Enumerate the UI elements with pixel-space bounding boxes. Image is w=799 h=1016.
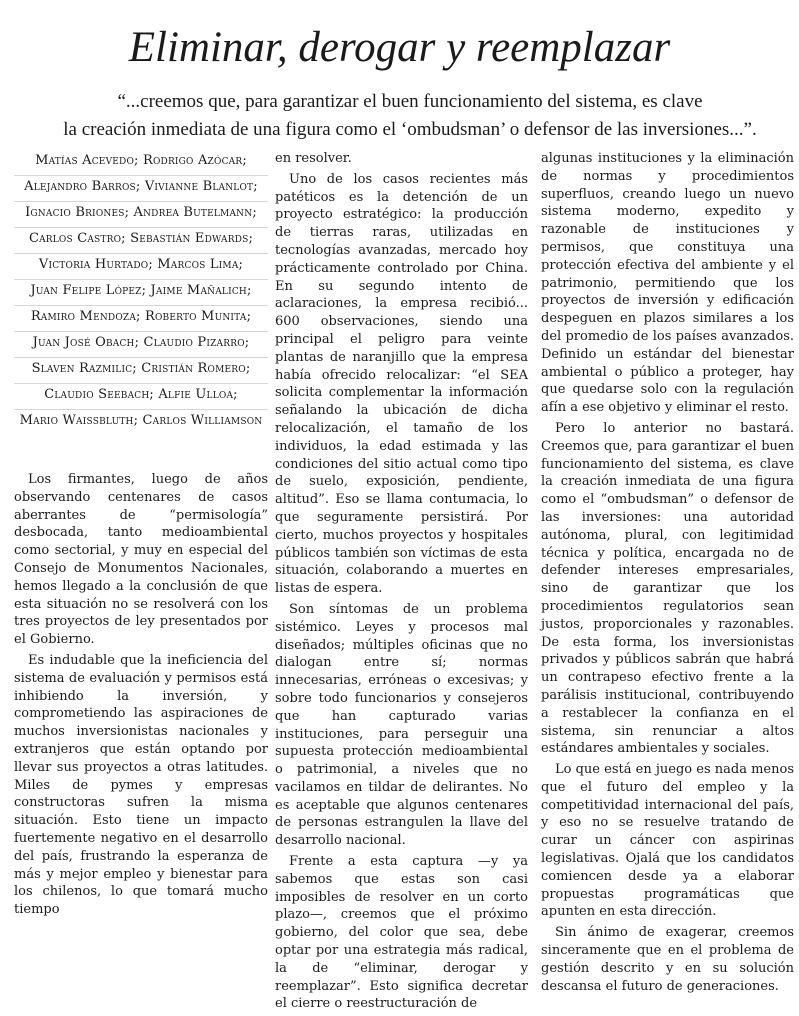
paragraph: Son síntomas de un problema sistémico. Leyes y procesos mal diseñados; múltiples oficinas que no dialogan entre sí; normas innecesarias, erróneas o excesivas; y sobre todo funcionarios y consejeros que han capturado varias instituciones, para perseguir una supuesta protección medioambiental o patrimonial, a niveles que no vacilamos en tildar de delirantes. No es aceptable que algunos centenares de personas estrangulen la llave del desarrollo nacional. — [275, 601, 528, 849]
author-line: Juan José Obach; Claudio Pizarro; — [14, 332, 268, 358]
author-line: Ignacio Briones; Andrea Butelmann; — [14, 202, 268, 228]
paragraph: Sin ánimo de exagerar, creemos sinceramente que en el problema de gestión descrito y en su solución descansa el futuro de generaciones. — [541, 925, 794, 994]
author-line: Alejandro Barros; Vivianne Blanlot; — [14, 176, 268, 202]
author-line: Victoria Hurtado; Marcos Lima; — [14, 254, 268, 280]
column-3 — [541, 150, 794, 998]
author-line: Ramiro Mendoza; Roberto Munita; — [14, 306, 268, 332]
author-line: Mario Waissbluth; Carlos Williamson — [19, 413, 263, 428]
article-title: Eliminar, derogar y reemplazar — [128, 24, 671, 71]
author-line: Claudio Seebach; Alfie Ulloa; — [14, 384, 268, 410]
paragraph: Uno de los casos recientes más patéticos es la detención de un proyecto estratégico: la producción de tierras raras, utilizadas en tecnologías avanzadas, mercado hoy prácticamente controlado por China. En su segundo intento de aclaraciones, la empresa recibió... 600 observaciones, siendo una principal el peligro para veinte plantas de naranjillo que la empresa había ofrecido relocalizar: “el SEA solicita complementar la información señalando la ubicación de dicha relocalización, el tamaño de los individuos, la edad estimada y las condiciones del sitio actual como tipo de suelo, exposición, pendiente, altitud”. Eso se llama contumacia, lo que seguramente persistirá. Por cierto, muchos proyectos y hospitales públicos también son víctimas de esta situación, colaborando a muertes en listas de espera. — [275, 171, 528, 597]
author-line: Slaven Razmilic; Cristián Romero; — [14, 358, 268, 384]
author-list — [14, 150, 268, 435]
paragraph: Frente a esta captura —y ya sabemos que estas son casi imposibles de resolver en un corto plazo—, creemos que el próximo gobierno, del color que sea, debe optar por una estrategia más radical, la de “eliminar, derogar y reemplazar”. Esto significa decretar el cierre o reestructuración de — [275, 854, 528, 1012]
paragraph: en resolver. — [275, 151, 352, 166]
column-2 — [275, 150, 528, 1016]
pull-quote-line-1: “...creemos que, para garantizar el buen funcionamiento del sistema, es clave — [117, 91, 703, 112]
paragraph: Los firmantes, luego de años observando centenares de casos aberrantes de “permisología” desbocada, tanto medioambiental como sectorial, y muy en especial del Consejo de Monumentos Nacionales, hemos llegado a la conclusión de que esta situación no se resolverá con los tres proyectos de ley presentados por el Gobierno. — [14, 472, 268, 648]
paragraph: Lo que está en juego es nada menos que el futuro del empleo y la competitividad internacional del país, y eso no se resuelve tratando de curar un cáncer con aspirinas legislativas. Ojalá que los candidatos comiencen desde ya a elaborar propuestas programáticas que apunten en esta dirección. — [541, 762, 794, 920]
paragraph: Pero lo anterior no bastará. Creemos que, para garantizar el buen funcionamiento del sistema, es clave la creación inmediata de una figura como el “ombudsman” o defensor de las inversiones: una autoridad autónoma, plural, con legitimidad técnica y política, encargada no de defender intereses empresariales, sino de garantizar que los procedimientos regulatorios sean justos, proporcionales y razonables. De esta forma, los inversionistas privados y públicos sabrán que habrá un contrapeso efectivo frente a la parálisis institucional, contribuyendo a restablecer la confianza en el sistema, sin renunciar a altos estándares ambientales y sociales. — [541, 420, 794, 757]
pull-quote — [60, 88, 760, 144]
author-line: Juan Felipe López; Jaime Mañalich; — [14, 280, 268, 306]
paragraph: Es indudable que la ineficiencia del sistema de evaluación y permisos está inhibiendo la inversión, y comprometiendo las aspiraciones de muchos inversionistas nacionales y extranjeros que están optando por llevar sus proyectos a otras latitudes. Miles de pymes y empresas constructoras sufren la misma situación. Esto tiene un impacto fuertemente negativo en el desarrollo del país, frustrando la esperanza de más y mejor empleo y bienestar para los chilenos, lo que tomará mucho tiempo — [14, 652, 268, 918]
author-line: Carlos Castro; Sebastián Edwards; — [14, 228, 268, 254]
pull-quote-line-2: la creación inmediata de una figura como el ‘ombudsman’ o defensor de las inversiones...”. — [63, 119, 757, 140]
paragraph: algunas instituciones y la eliminación de normas y procedimientos superfluos, creando luego un nuevo sistema moderno, expedito y razonable de instituciones y permisos, que constituya una protección efectiva del ambiente y el patrimonio, permitiendo que los proyectos de inversión y edificación despeguen en plazos similares a los del promedio de los países avanzados. Definido un estándar del bienestar ambiental o público a proteger, hay que quedarse solo con la regulación afín a ese objetivo y eliminar el resto. — [541, 151, 794, 416]
column-1 — [14, 150, 268, 918]
author-line: Matías Acevedo; Rodrigo Azócar; — [14, 150, 268, 176]
